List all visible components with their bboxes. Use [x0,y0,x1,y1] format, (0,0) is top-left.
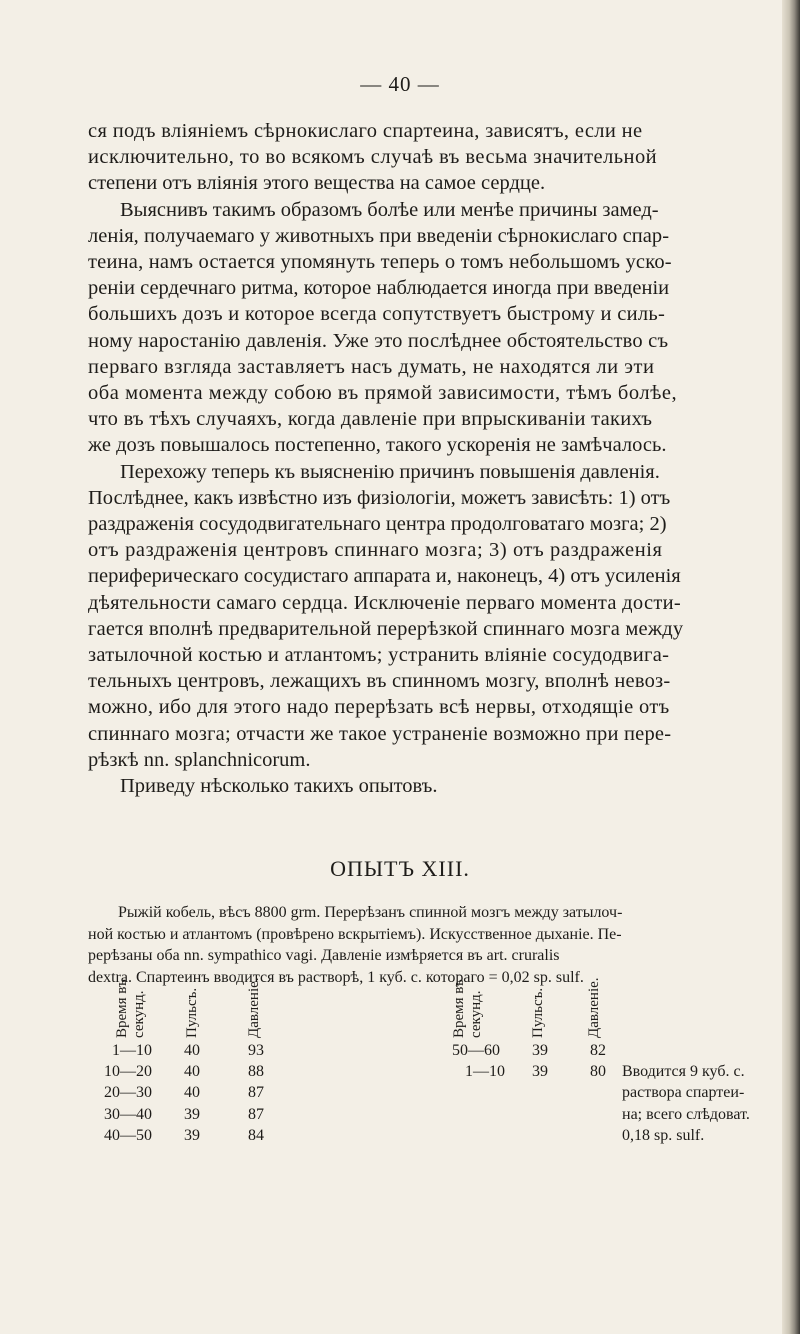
cell-time: 40—50 [104,1127,152,1144]
description-line: Рыжій кобель, вѣсъ 8800 grm. Перерѣзанъ спинной мозгъ между затылоч- [118,904,623,921]
body-line: ленія, получаемаго у животныхъ при введеніи сѣрнокислаго спар- [88,224,670,247]
description-line: рерѣзаны оба nn. sympathico vagi. Давленіе измѣряется въ art. cruralis [88,947,560,964]
body-line: оба момента между собою въ прямой зависимости, тѣмъ болѣе, [88,382,678,405]
header-pulse-left: Пульсъ. [184,987,200,1038]
header-pressure-left: Давленіе. [246,977,262,1038]
cell-pulse: 40 [184,1042,200,1059]
body-line: Перехожу теперь къ выясненію причинъ повышенія давленія. [120,460,660,483]
cell-time: 10—20 [104,1063,152,1080]
body-line: рѣзкѣ nn. splanchnicorum. [88,748,311,771]
note-line: раствора спартеи- [622,1084,745,1101]
body-line: затылочной костью и атлантомъ; устранить вліяніе сосудодвига- [88,644,670,667]
body-line: раздраженія сосудодвигательнаго центра продолговатаго мозга; 2) [88,513,667,536]
body-line: Выяснивъ такимъ образомъ болѣе или менѣе причины замед- [120,198,659,221]
body-line: исключительно, то во всякомъ случаѣ въ весьма значительной [88,146,658,169]
cell-pulse: 40 [184,1063,200,1080]
cell-pressure: 82 [590,1042,606,1059]
cell-pressure: 84 [248,1127,264,1144]
cell-pulse: 39 [184,1127,200,1144]
body-line: что въ тѣхъ случаяхъ, когда давленіе при впрыскиваніи такихъ [88,408,653,431]
cell-time: 1—10 [112,1042,152,1059]
body-line: степени отъ вліянія этого вещества на самое сердце. [88,172,546,195]
body-line: теина, намъ остается упомянуть теперь о томъ небольшомъ уско- [88,251,672,274]
description-line: ной костью и атлантомъ (провѣрено вскрытіемъ). Искусственное дыханіе. Пе- [88,925,622,943]
body-line: гается вполнѣ предварительной перерѣзкой спиннаго мозга между [88,617,684,640]
experiment-description [88,902,768,988]
page-number: — 40 — [360,72,440,96]
cell-pulse: 39 [532,1063,548,1080]
body-line: реніи сердечнаго ритма, которое наблюдается иногда при введеніи [88,277,670,300]
body-line: можно, ибо для этого надо перерѣзать всѣ нервы, отходящіе отъ [88,696,670,719]
experiment-heading: ОПЫТЪ XIII. [330,856,470,881]
cell-pressure: 87 [248,1106,264,1123]
cell-pulse: 39 [532,1042,548,1059]
body-line: большихъ дозъ и которое всегда сопутствуетъ быстрому и силь- [88,303,666,326]
cell-pulse: 39 [184,1106,200,1123]
body-line: ся подъ вліяніемъ сѣрнокислаго спартеина, зависятъ, если не [88,120,643,142]
cell-pulse: 40 [184,1084,200,1101]
body-line: перваго взгляда заставляетъ насъ думать, не находятся ли эти [88,355,655,378]
cell-pressure: 88 [248,1063,264,1080]
cell-time: 20—30 [104,1084,152,1101]
body-line: периферическаго сосудистаго аппарата и, наконецъ, 4) отъ усиленія [88,565,681,588]
body-line: ному наростанію давленія. Уже это послѣднее обстоятельство съ [88,329,669,352]
cell-pressure: 87 [248,1084,264,1101]
header-time-right: Время въ секунд. [451,979,484,1038]
cell-pressure: 93 [248,1042,264,1059]
cell-time: 50—60 [452,1042,500,1059]
cell-time: 1—10 [465,1063,505,1080]
body-paragraphs [88,118,768,799]
body-line: спиннаго мозга; отчасти же такое устраненіе возможно при пере- [88,722,672,745]
page-edge-shadow [782,0,800,1334]
body-line: же дозъ повышалось постепенно, такого ускоренія не замѣчалось. [88,434,667,457]
body-line: Послѣднее, какъ извѣстно изъ физіологіи, можетъ зависѣть: 1) отъ [88,486,671,509]
body-line: тельныхъ центровъ, лежащихъ въ спинномъ мозгу, вполнѣ невоз- [88,670,671,693]
note-line: на; всего слѣдоват. [622,1106,750,1123]
note-line: 0,18 sp. sulf. [622,1127,705,1144]
header-pulse-right: Пульсъ. [530,987,546,1038]
body-line: дѣятельности самаго сердца. Исключеніе перваго момента дости- [88,591,682,614]
body-line: Приведу нѣсколько такихъ опытовъ. [120,775,438,798]
header-time-left: Время въ секунд. [114,979,147,1038]
header-pressure-right: Давленіе. [586,977,602,1038]
cell-time: 30—40 [104,1106,152,1123]
cell-pressure: 80 [590,1063,606,1080]
description-line: dextra. Спартеинъ вводится въ растворѣ, 1 куб. с. котораго = 0,02 sp. sulf. [88,968,584,986]
body-line: отъ раздраженія центровъ спиннаго мозга; 3) отъ раздраженія [88,539,663,562]
note-line: Вводится 9 куб. с. [622,1063,745,1080]
